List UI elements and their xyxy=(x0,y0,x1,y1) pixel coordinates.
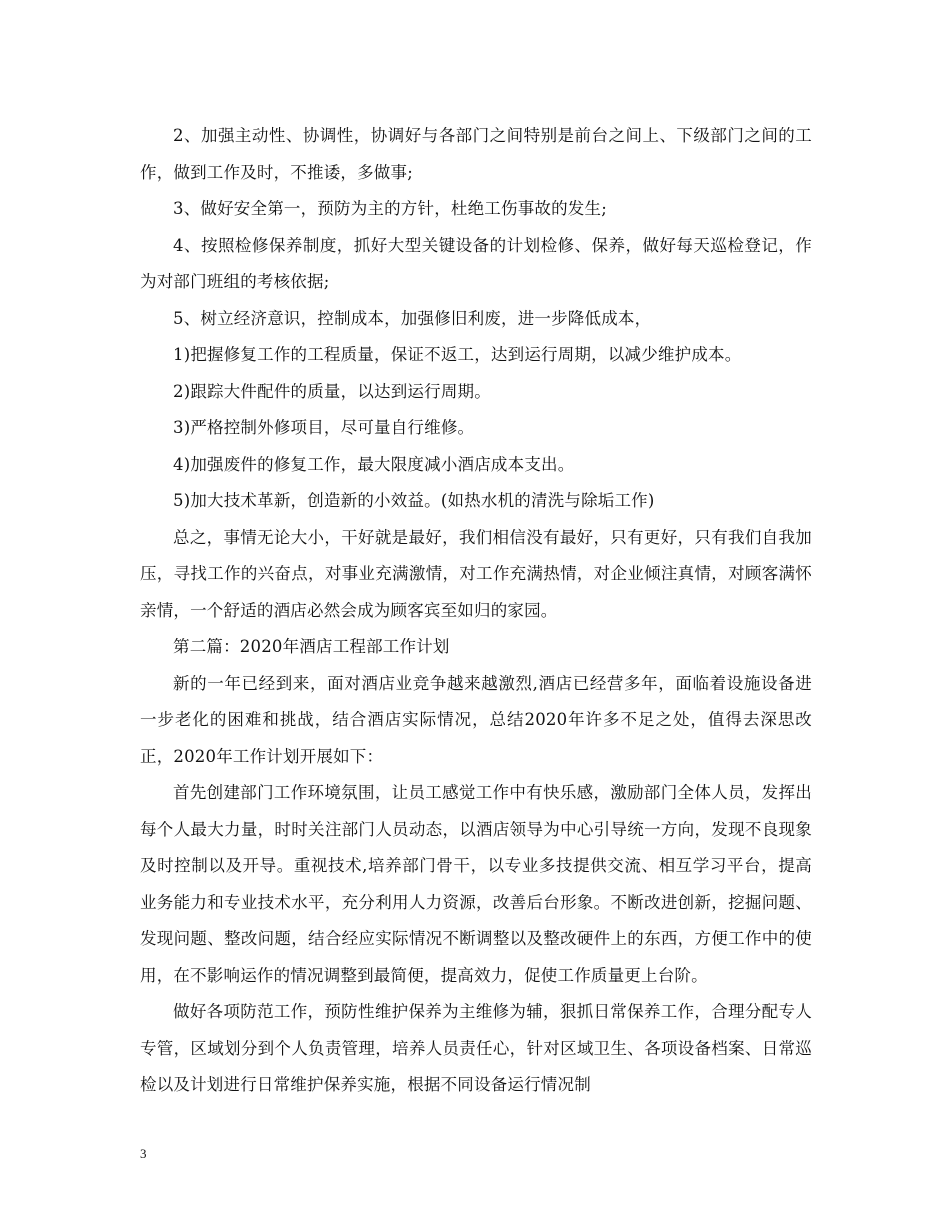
paragraph-prevention: 做好各项防范工作，预防性维护保养为主维修为辅，狠抓日常保养工作，合理分配专人专管，区域划分到个人负责管理，培养人员责任心，针对区域卫生、各项设备档案、日常巡检以及计划进行日常维护保养实施，根据不同设备运行情况制 xyxy=(140,1002,812,1094)
page-number: 3 xyxy=(140,1146,147,1161)
section-heading: 第二篇：2020年酒店工程部工作计划 xyxy=(173,637,450,656)
paragraph-environment: 首先创建部门工作环境氛围，让员工感觉工作中有快乐感，激励部门全体人员，发挥出每个人最大力量，时时关注部门人员动态，以酒店领导为中心引导统一方向，发现不良现象及时控制以及开导。重视技术,培养部门骨干，以专业多技提供交流、相互学习平台，提高业务能力和专业技术水平，充分利用人力资源，改善后台形象。不断改进创新，挖掘问题、发现问题、整改问题，结合经应实际情况不断调整以及整改硬件上的东西，方便工作中的使用，在不影响运作的情况调整到最简便，提高效力，促使工作质量更上台阶。 xyxy=(140,783,812,985)
paragraph-item-2: 2、加强主动性、协调性，协调好与各部门之间特别是前台之间上、下级部门之间的工作，做到工作及时，不推诿，多做事; xyxy=(140,126,812,182)
paragraph-intro: 新的一年已经到来，面对酒店业竞争越来越激烈,酒店已经营多年，面临着设施设备进一步老化的困难和挑战，结合酒店实际情况，总结2020年许多不足之处，值得去深思改正，2020年工作计划开展如下： xyxy=(140,673,812,766)
paragraph-item-5: 5、树立经济意识，控制成本，加强修旧利废，进一步降低成本， xyxy=(173,308,652,328)
paragraph-subitem-4: 4)加强废件的修复工作，最大限度减小酒店成本支出。 xyxy=(173,454,575,474)
paragraph-subitem-2: 2)跟踪大件配件的质量，以达到运行周期。 xyxy=(173,381,491,401)
paragraph-subitem-1: 1)把握修复工作的工程质量，保证不返工，达到运行周期，以减少维护成本。 xyxy=(173,345,742,364)
paragraph-subitem-5: 5)加大技术革新，创造新的小效益。(如热水机的清洗与除垢工作) xyxy=(173,491,655,510)
paragraph-summary: 总之，事情无论大小，干好就是最好，我们相信没有最好，只有更好，只有我们自我加压，寻找工作的兴奋点，对事业充满激情，对工作充满热情，对企业倾注真情，对顾客满怀亲情，一个舒适的酒店必然会成为顾客宾至如归的家园。 xyxy=(140,527,812,620)
paragraph-item-4: 4、按照检修保养制度，抓好大型关键设备的计划检修、保养，做好每天巡检登记，作为对部门班组的考核依据; xyxy=(140,235,812,291)
paragraph-subitem-3: 3)严格控制外修项目，尽可量自行维修。 xyxy=(173,418,475,437)
document-body xyxy=(140,118,812,1104)
paragraph-item-3: 3、做好安全第一，预防为主的方针，杜绝工伤事故的发生; xyxy=(173,199,607,218)
